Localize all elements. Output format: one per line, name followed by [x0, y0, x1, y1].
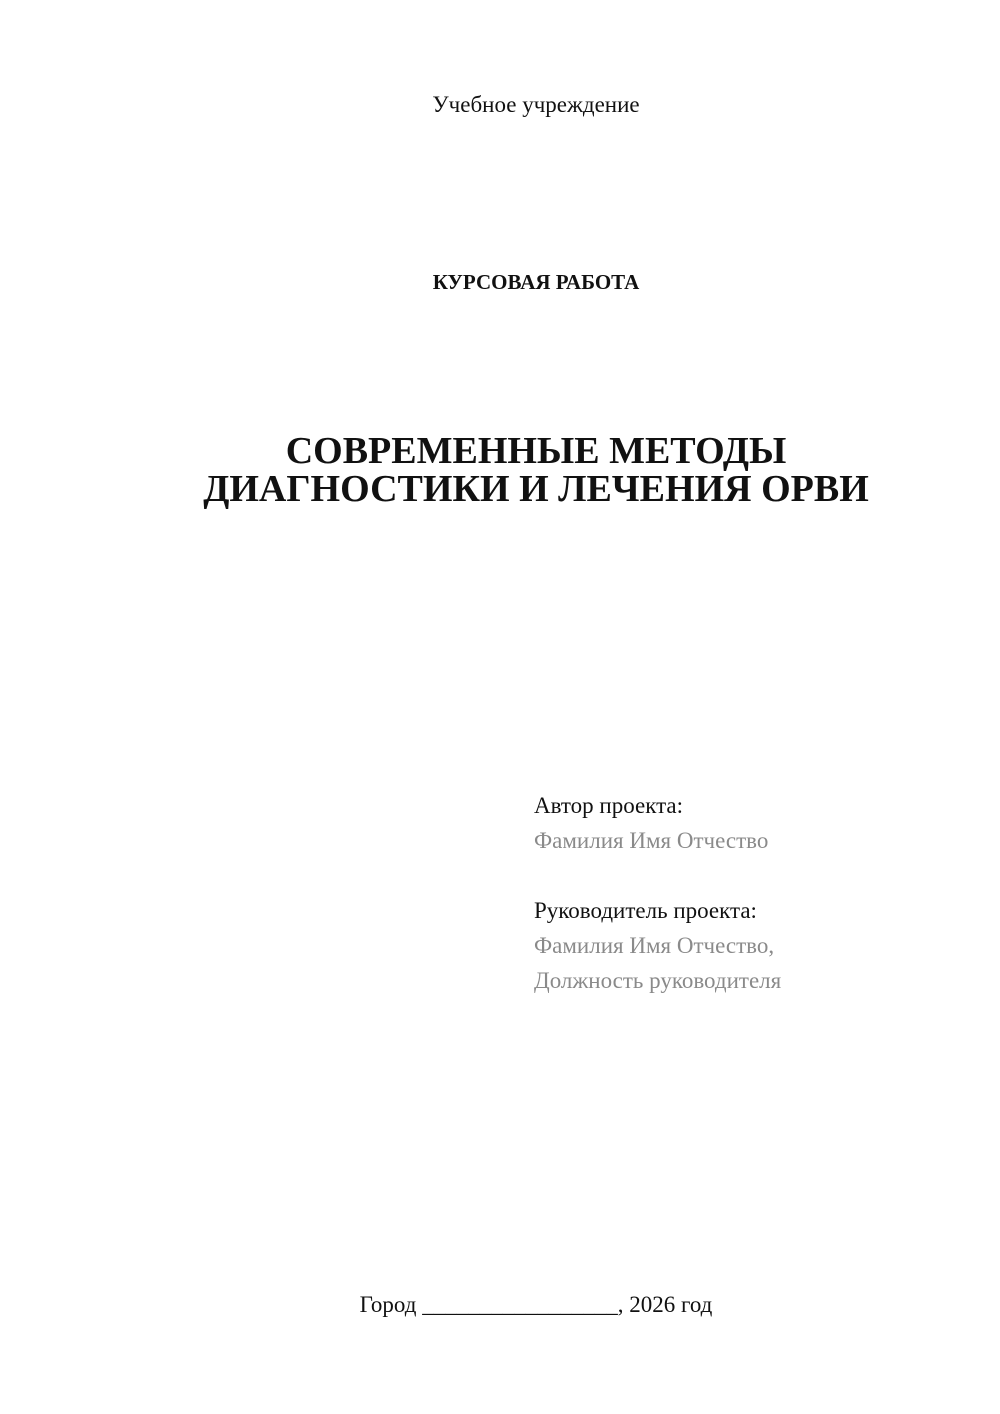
city-blank: _________________	[422, 1292, 618, 1317]
city-label: Город	[359, 1292, 417, 1317]
supervisor-label: Руководитель проекта:	[534, 898, 757, 923]
city-year-line	[0, 1290, 1000, 1320]
supervisor-position-placeholder: Должность руководителя	[534, 968, 782, 993]
authors-block	[534, 788, 781, 998]
authors-spacer	[534, 858, 781, 893]
supervisor-name-placeholder: Фамилия Имя Отчество,	[534, 933, 775, 958]
author-name-placeholder: Фамилия Имя Отчество	[534, 828, 769, 853]
institution-name: Учебное учреждение	[432, 92, 640, 117]
document-title	[0, 432, 1000, 508]
document-type: КУРСОВАЯ РАБОТА	[432, 270, 640, 294]
document-title-line-1: СОВРЕМЕННЫЕ МЕТОДЫ	[285, 430, 787, 472]
year-text: , 2026 год	[617, 1292, 713, 1317]
document-title-line-2: ДИАГНОСТИКИ И ЛЕЧЕНИЯ ОРВИ	[203, 468, 869, 510]
author-label: Автор проекта:	[534, 793, 683, 818]
